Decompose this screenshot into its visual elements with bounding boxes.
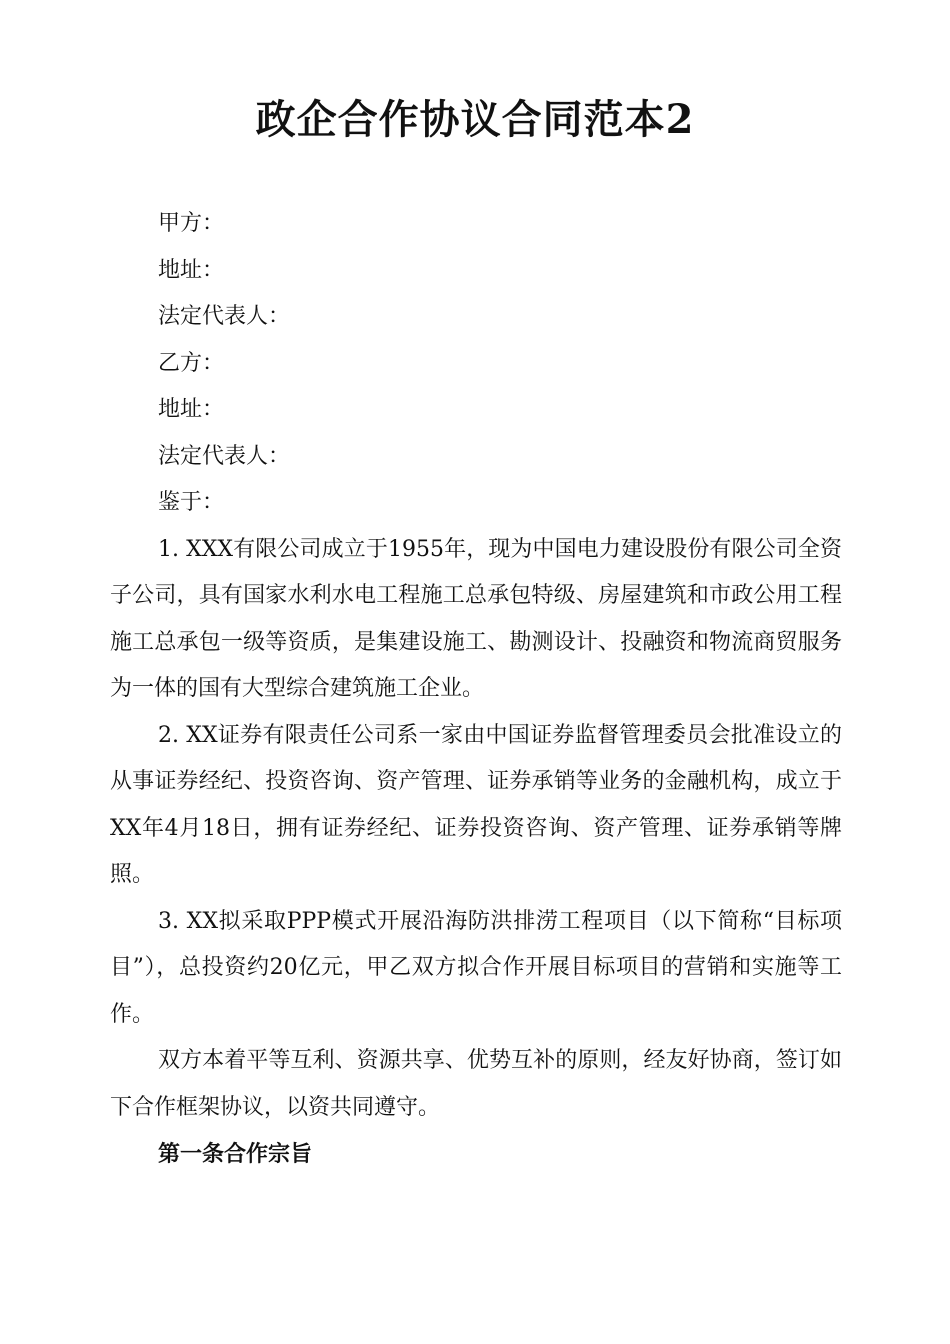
section-heading: 第一条合作宗旨 [158, 1141, 313, 1167]
recital-paragraph-2: 2. XX证券有限责任公司系一家由中国证券监督管理委员会批准设立的从事证券经纪、投资咨询、资产管理、证券承销等业务的金融机构，成立于XX年4月18日，拥有证券经纪、证券投资咨询、资产管理、证券承销等牌照。 [110, 722, 842, 887]
agreement-intro-paragraph: 双方本着平等互利、资源共享、优势互补的原则，经友好协商，签订如下合作框架协议，以资共同遵守。 [110, 1048, 842, 1120]
party-b-address-field: 地址： [158, 397, 225, 422]
party-b-representative-field: 法定代表人： [158, 443, 291, 469]
party-a-address-field: 地址： [158, 257, 225, 283]
document-title: 政企合作协议合同范本2 [255, 96, 695, 143]
recital-paragraph-3: 3. XX拟采取PPP模式开展沿海防洪排涝工程项目（以下简称“目标项目”），总投资约20亿元，甲乙双方拟合作开展目标项目的营销和实施等工作。 [110, 908, 842, 1027]
recital-paragraph-1: 1. XXX有限公司成立于1955年，现为中国电力建设股份有限公司全资子公司，具有国家水利水电工程施工总承包特级、房屋建筑和市政公用工程施工总承包一级等资质，是集建设施工、勘测设计、投融资和物流商贸服务为一体的国有大型综合建筑施工企业。 [110, 536, 842, 701]
party-a-field: 甲方： [158, 211, 225, 236]
document-body [110, 201, 842, 1178]
party-b-field: 乙方： [158, 350, 225, 376]
whereas-label: 鉴于： [158, 490, 225, 515]
party-a-representative-field: 法定代表人： [158, 304, 291, 329]
